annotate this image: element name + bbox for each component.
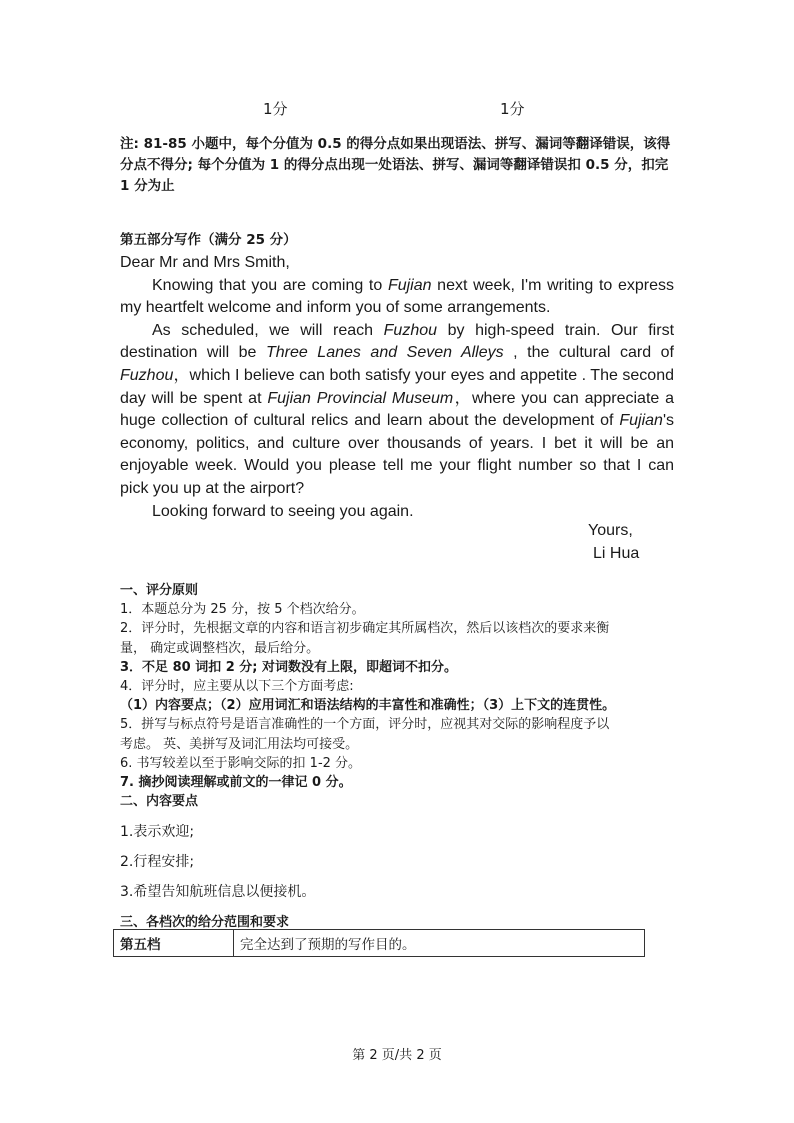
model-letter bbox=[120, 252, 674, 523]
section-heading: 第五部分写作（满分 25 分） bbox=[120, 232, 297, 248]
place-name: Fujian bbox=[387, 276, 432, 294]
rules-title: 一、评分原则 bbox=[120, 583, 199, 598]
score-label-right: 1分 bbox=[500, 100, 525, 118]
letter-closing: Yours, bbox=[588, 522, 633, 539]
place-name: Fuzhou bbox=[120, 366, 174, 384]
grade-table bbox=[113, 929, 645, 957]
grade-description: 完全达到了预期的写作目的。 bbox=[234, 930, 645, 957]
place-name: Fuzhou bbox=[383, 321, 438, 339]
rule-item: 3．不足 80 词扣 2 分; 对词数没有上限，即超词不扣分。 bbox=[120, 659, 458, 675]
rule-item: 量， 确定或调整档次，最后给分。 bbox=[120, 640, 320, 656]
content-point: 3.希望告知航班信息以便接机。 bbox=[120, 884, 316, 900]
place-name: Fujian Provincial Museum bbox=[267, 389, 454, 407]
letter-paragraph-1: Knowing that you are coming to Fujian next week, I'm writing to express my heartfelt welcome and inform you of some arrangements. bbox=[120, 276, 675, 317]
rule-item: 6. 书写较差以至于影响交际的扣 1-2 分。 bbox=[120, 755, 362, 771]
table-row bbox=[114, 930, 645, 957]
rule-item: 2．评分时，先根据文章的内容和语言初步确定其所属档次，然后以该档次的要求来衡 bbox=[120, 621, 610, 637]
rule-item: （1）内容要点；（2）应用词汇和语法结构的丰富性和准确性；（3）上下文的连贯性。 bbox=[120, 698, 616, 714]
rule-item: 5．拼写与标点符号是语言准确性的一个方面，评分时，应视其对交际的影响程度予以 bbox=[120, 717, 610, 733]
letter-signature: Li Hua bbox=[593, 545, 640, 562]
place-name: Fujian bbox=[619, 412, 663, 430]
content-point: 1.表示欢迎; bbox=[120, 824, 195, 840]
scoring-rules bbox=[120, 581, 680, 811]
page-footer: 第 2 页/共 2 页 bbox=[352, 1048, 442, 1063]
score-label-left: 1分 bbox=[263, 100, 288, 118]
translation-note: 注: 81-85 小题中，每个分值为 0.5 的得分点如果出现语法、拼写、漏词等翻译错误，该得分点不得分; 每个分值为 1 的得分点出现一处语法、拼写、漏词等翻译错误扣 0.5 分，扣完 1 分为止 bbox=[120, 136, 671, 194]
rule-item: 7. 摘抄阅读理解或前文的一律记 0 分。 bbox=[120, 775, 352, 791]
rule-item: 4．评分时，应主要从以下三个方面考虑: bbox=[120, 679, 354, 695]
content-point: 2.行程安排; bbox=[120, 854, 195, 870]
letter-paragraph-2: As scheduled, we will reach Fuzhou by high-speed train. Our first destination will be Three Lanes and Seven Alleys , the cultural card of Fuzhou，which I believe can both satisfy your eyes and appetite . The second day will be spent at Fujian Provincial Museum，where you can appreciate a huge collection of cultural relics and learn about the development of Fujian's economy, politics, and culture over thousands of years. I bet it will be an enjoyable week. Would you please tell me your flight number so that I can pick you up at the airport? bbox=[120, 321, 675, 497]
rule-item: 考虑。 英、美拼写及词汇用法均可接受。 bbox=[120, 736, 359, 752]
grade-section-title: 三、各档次的给分范围和要求 bbox=[120, 915, 290, 930]
grade-level: 第五档 bbox=[114, 930, 234, 957]
content-points-title: 二、内容要点 bbox=[120, 794, 199, 810]
letter-paragraph-3: Looking forward to seeing you again. bbox=[152, 502, 414, 520]
place-name: Three Lanes and Seven Alleys bbox=[265, 344, 504, 362]
letter-greeting: Dear Mr and Mrs Smith, bbox=[120, 254, 290, 271]
rule-item: 1．本题总分为 25 分，按 5 个档次给分。 bbox=[120, 602, 365, 618]
